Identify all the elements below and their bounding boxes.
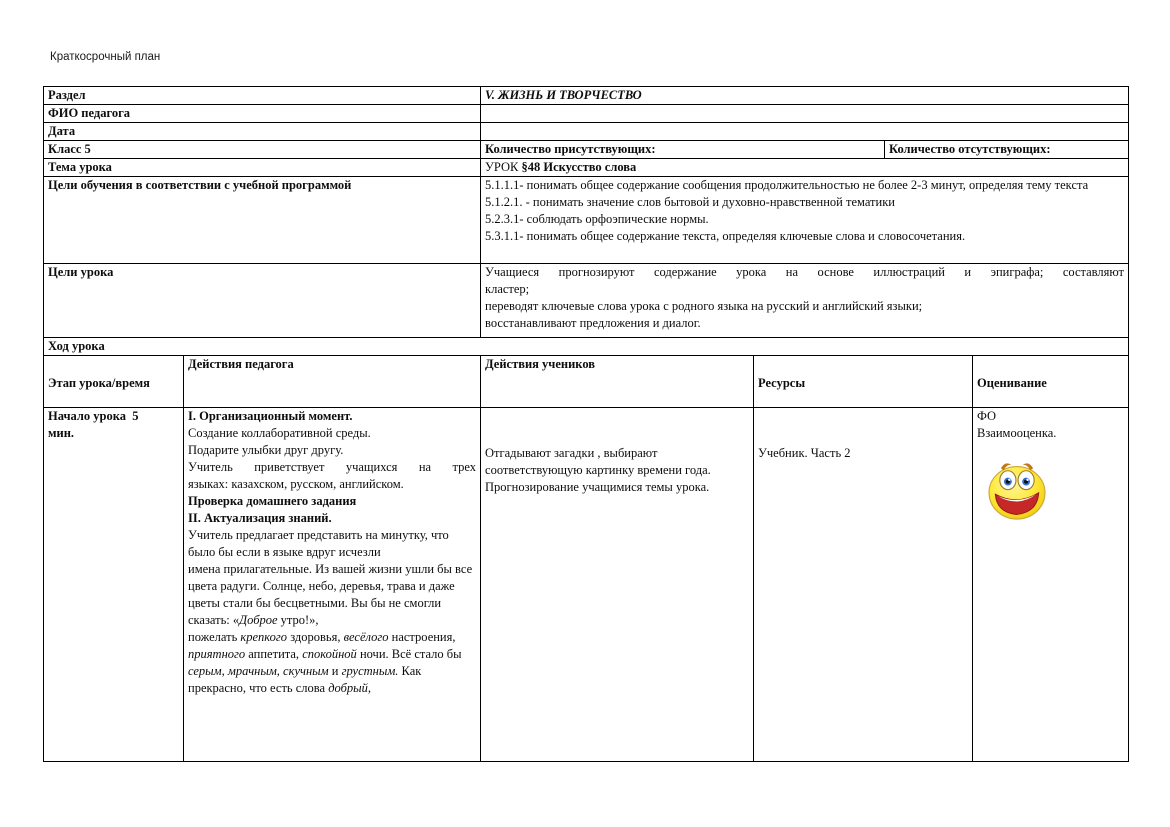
- smiley-svg: [982, 455, 1052, 525]
- col-header-students: Действия учеников: [481, 356, 754, 408]
- learning-goals-value: 5.1.1.1- понимать общее содержание сообщения продолжительностью не более 2-3 минут, определяя тему текста 5.1.2.1. - понимать значение слов бытовой и духовно-нравственной тематики 5.2.3.1- соблюдать орфоэпические нормы. 5.3.1.1- понимать общее содержание текста, определяя ключевые слова и словосочетания.: [481, 177, 1129, 264]
- row-learning-goals: [44, 177, 1129, 264]
- absent-count-label: Количество отсутствующих:: [885, 141, 1129, 159]
- razdel-value: V. ЖИЗНЬ И ТВОРЧЕСТВО: [481, 87, 1129, 105]
- learning-goals-label: Цели обучения в соответствии с учебной программой: [44, 177, 481, 264]
- laughing-smiley-icon: [982, 455, 1052, 525]
- resources-cell: Учебник. Часть 2: [754, 408, 973, 762]
- assessment-text: ФО Взаимооценка.: [977, 409, 1057, 440]
- fio-value: [481, 105, 1129, 123]
- present-count-label: Количество присутствующих:: [481, 141, 885, 159]
- assessment-cell: [973, 408, 1129, 762]
- lesson-flow-label: Ход урока: [44, 338, 1129, 356]
- student-actions-cell: Отгадывают загадки , выбирают соответствующую картинку времени года. Прогнозирование учащимися темы урока.: [481, 408, 754, 762]
- row-lesson-start: [44, 408, 1129, 762]
- row-topic: [44, 159, 1129, 177]
- row-class: [44, 141, 1129, 159]
- row-date: [44, 123, 1129, 141]
- stage-cell: Начало урока 5 мин.: [44, 408, 184, 762]
- date-label: Дата: [44, 123, 481, 141]
- topic-value: [481, 159, 1129, 177]
- col-header-stage: Этап урока/время: [44, 356, 184, 408]
- row-razdel: [44, 87, 1129, 105]
- col-header-teacher: Действия педагога: [184, 356, 481, 408]
- class-label: Класс 5: [44, 141, 481, 159]
- row-fio: [44, 105, 1129, 123]
- teacher-actions-cell: I. Организационный момент. Создание коллаборативной среды. Подарите улыбки друг другу. Учитель приветствует учащихся на трех языках: казахском, русском, английском. Проверка домашнего задания II. Актуализация знаний. Учитель предлагает представить на минутку, что было бы если в языке вдруг исчезли имена прилагательные. Из вашей жизни ушли бы все цвета радуги. Солнце, небо, деревья, трава и даже цветы стали бы бесцветными. Вы бы не смогли сказать: «Доброе утро!», пожелать крепкого здоровья, весёлого настроения, приятного аппетита, спокойной ночи. Всё стало бы серым, мрачным, скучным и грустным. Как прекрасно, что есть слова добрый,: [184, 408, 481, 762]
- col-header-assessment: Оценивание: [973, 356, 1129, 408]
- lesson-plan-table: [43, 86, 1129, 762]
- topic-subject: §48 Искусство слова: [521, 160, 637, 174]
- lesson-goals-value: Учащиеся прогнозируют содержание урока на основе иллюстраций и эпиграфа; составляют кластер; переводят ключевые слова урока с родного языка на русский и английский языки; восстанавливают предложения и диалог.: [481, 264, 1129, 338]
- col-header-resources: Ресурсы: [754, 356, 973, 408]
- topic-label: Тема урока: [44, 159, 481, 177]
- page-title: Краткосрочный план: [50, 51, 161, 63]
- topic-prefix: УРОК: [485, 160, 522, 174]
- razdel-label: Раздел: [44, 87, 481, 105]
- lesson-goals-label: Цели урока: [44, 264, 481, 338]
- row-lesson-flow: [44, 338, 1129, 356]
- row-lesson-goals: [44, 264, 1129, 338]
- fio-label: ФИО педагога: [44, 105, 481, 123]
- row-flow-header: [44, 356, 1129, 408]
- date-value: [481, 123, 1129, 141]
